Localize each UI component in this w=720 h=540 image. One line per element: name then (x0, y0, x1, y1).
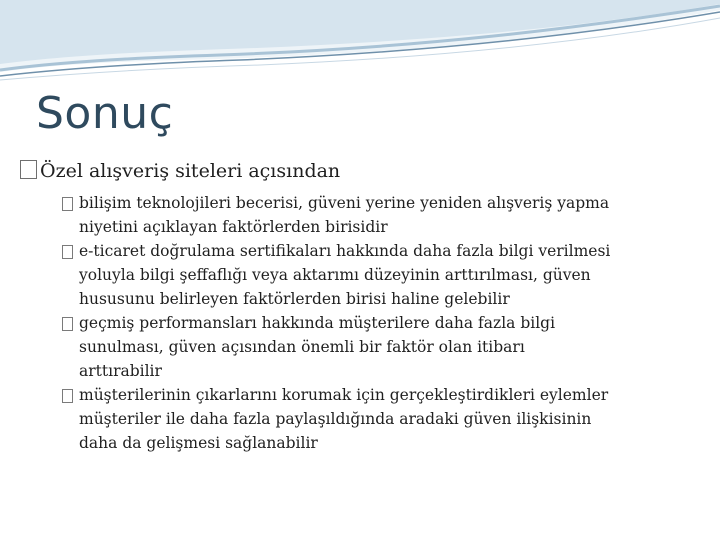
text-line: arttırabilir (79, 362, 162, 380)
text-line: geçmiş performansları hakkında müşterilere daha fazla bilgi (79, 314, 556, 332)
square-bullet-icon (62, 197, 73, 211)
text-line: bilişim teknolojileri becerisi, güveni yerine yeniden alışveriş yapma (79, 194, 610, 212)
square-bullet-icon (62, 317, 73, 331)
list-item (62, 239, 690, 311)
text-line: yoluyla bilgi şeffaflığı veya aktarımı düzeyinin arttırılması, güven (79, 266, 591, 284)
square-bullet-icon (62, 389, 73, 403)
slide-title: Sonuç (36, 88, 174, 139)
text-line: niyetini açıklayan faktörlerden birisidir (79, 218, 388, 236)
list-item (62, 311, 690, 383)
text-line: sunulması, güven açısından önemli bir faktör olan itibarı (79, 338, 525, 356)
list-item-text (79, 191, 690, 239)
text-line: hususunu belirleyen faktörlerden birisi haline gelebilir (79, 290, 510, 308)
list-item-text (79, 239, 690, 311)
list-item (62, 191, 690, 239)
heading-item (20, 158, 690, 182)
square-bullet-icon (20, 160, 37, 179)
list-item-text (79, 383, 690, 455)
square-bullet-icon (62, 245, 73, 259)
text-line: daha da gelişmesi sağlanabilir (79, 434, 318, 452)
text-line: müşteriler ile daha fazla paylaşıldığında aradaki güven ilişkisinin (79, 410, 592, 428)
header-wave-decoration (0, 0, 720, 90)
list-item-text (79, 311, 690, 383)
text-line: müşterilerinin çıkarlarını korumak için gerçekleştirdikleri eylemler (79, 386, 609, 404)
list-item (62, 383, 690, 455)
slide-content (20, 158, 690, 455)
text-line: e-ticaret doğrulama sertifikaları hakkında daha fazla bilgi verilmesi (79, 242, 611, 260)
heading-text: Özel alışveriş siteleri açısından (40, 160, 341, 182)
